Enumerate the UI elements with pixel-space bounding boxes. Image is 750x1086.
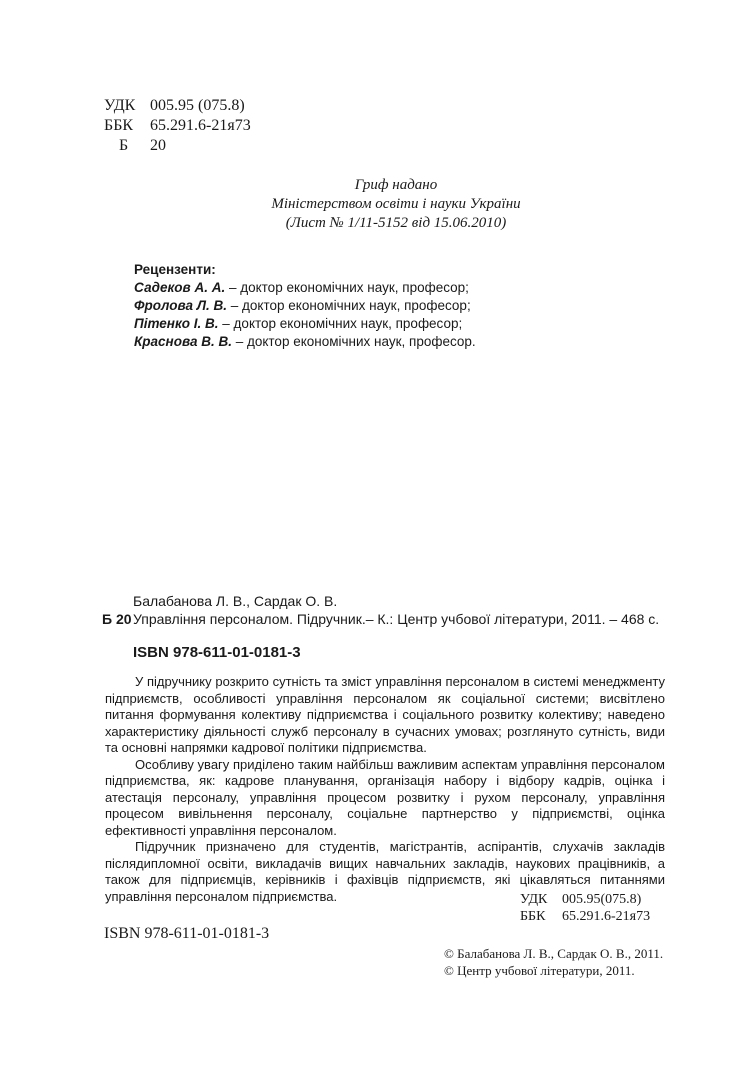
bottom-bbk-line — [520, 908, 650, 925]
reviewer-desc: – доктор економічних наук, професор; — [227, 298, 471, 313]
bottom-udc-line — [520, 891, 641, 908]
bottom-bbk-label: ББК — [520, 909, 546, 924]
catalog-title: Управління персоналом. Підручник.– К.: Центр учбової літератури, 2011. – 468 с. — [133, 611, 660, 627]
grif-block — [196, 176, 596, 233]
reviewer-name: Пітенко І. В. — [134, 316, 219, 331]
grif-line-2: Міністерством освіти і науки України — [271, 196, 521, 212]
catalog-code: Б 20 — [102, 611, 132, 627]
reviewer-item — [134, 297, 476, 315]
grif-line-3: (Лист № 1/11-5152 від 15.06.2010) — [285, 215, 507, 231]
grif-line-1: Гриф надано — [354, 177, 438, 193]
udc-line — [104, 96, 245, 116]
reviewer-desc: – доктор економічних наук, професор; — [218, 316, 463, 331]
reviewer-item — [134, 315, 476, 333]
annotation — [105, 674, 665, 905]
author-sign-label: Б — [119, 137, 129, 154]
copyright-authors — [444, 945, 663, 962]
bbk-line — [104, 116, 251, 136]
bbk-label: ББК — [104, 117, 134, 134]
udc-value: 005.95 (075.8) — [150, 97, 245, 114]
catalog-authors: Балабанова Л. В., Сардак О. В. — [133, 593, 338, 609]
reviewer-item — [134, 333, 476, 351]
reviewers-block — [134, 261, 476, 351]
catalog-title-line — [102, 610, 659, 628]
annotation-paragraph: Особливу увагу приділено таким найбільш важливим аспектам управління персоналом підприємства, як: кадрове планування, організація набору і відбору кадрів, оцінка і атестація персоналу, управління процесом розвитку і рухом персоналу, управління процесом вивільнення персоналу, соціальне партнерство у підприємстві, оцінка ефективності управління персоналом. — [105, 756, 665, 838]
annotation-paragraph: Підручник призначено для студентів, магістрантів, аспірантів, слухачів закладів післядипломної освіти, викладачів вищих навчальних закладів, наукових працівників, а також для підприємців, керівників і фахівців підприємств, які цікавляться питаннями управління персоналом підприємства. — [105, 839, 665, 904]
author-sign-value: 20 — [150, 137, 166, 154]
copyright-authors-text: © Балабанова Л. В., Сардак О. В., — [444, 946, 635, 961]
udc-label: УДК — [104, 97, 136, 114]
reviewer-name: Краснова В. В. — [134, 334, 232, 349]
author-sign-line — [119, 136, 166, 156]
bottom-udc-value: 005.95(075.8) — [562, 892, 642, 907]
annotation-paragraph: У підручнику розкрито сутність та зміст управління персоналом в системі менеджменту підприємств, особливості управління персоналом як соціальної системи; висвітлено питання формування колективу підприємства і соціального розвитку колективу; наведено характеристику діяльності служб персоналу в сучасних умовах; розглянуто сутність, види та основні напрямки кадрової політики підприємства. — [105, 674, 665, 755]
reviewer-name: Фролова Л. В. — [134, 298, 228, 313]
reviewer-desc: – доктор економічних наук, професор; — [225, 280, 469, 295]
reviewers-heading: Рецензенти: — [134, 262, 216, 277]
bottom-udc-label: УДК — [520, 892, 548, 907]
reviewer-name: Садеков А. А. — [134, 280, 226, 295]
copyright-publisher-year: 2011. — [605, 963, 635, 978]
reviewer-desc: – доктор економічних наук, професор. — [231, 334, 476, 349]
catalog-isbn: ISBN 978-611-01-0181-3 — [133, 644, 301, 661]
bbk-value: 65.291.6-21я73 — [150, 117, 251, 134]
bottom-isbn: ISBN 978-611-01-0181-3 — [104, 925, 270, 942]
reviewer-item — [134, 279, 476, 297]
copyright-publisher-text: © Центр учбової літератури, — [444, 963, 606, 978]
copyright-authors-year: 2011. — [634, 946, 664, 961]
bottom-bbk-value: 65.291.6-21я73 — [562, 909, 651, 924]
copyright-publisher — [444, 962, 635, 979]
